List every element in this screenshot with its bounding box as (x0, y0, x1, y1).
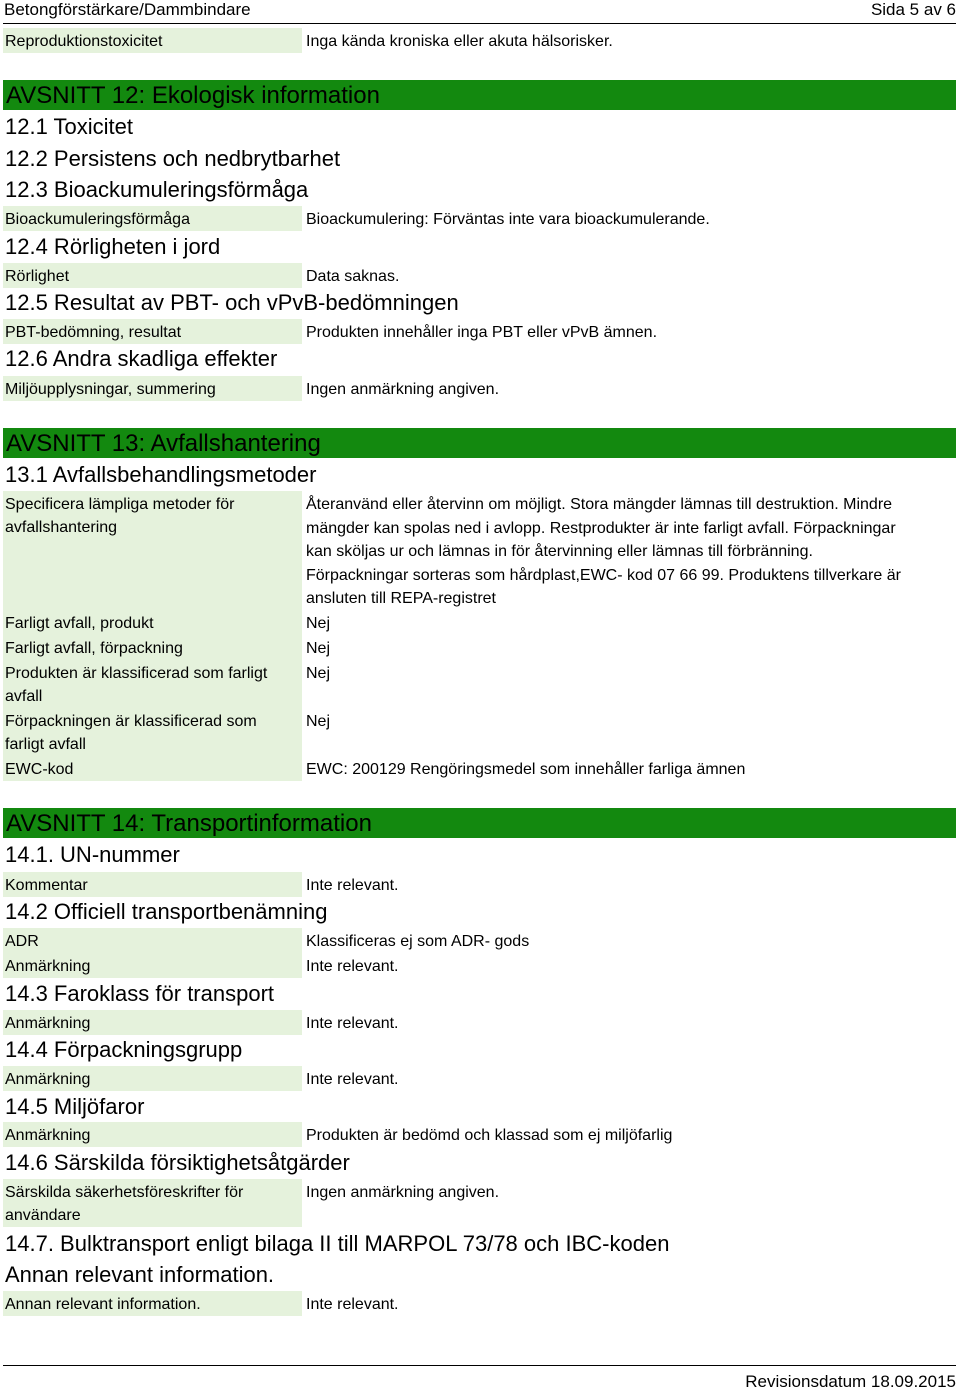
heading-14-1: 14.1. UN-nummer (5, 842, 180, 867)
label-metoder: Specificera lämpliga metoder för avfallshantering (3, 491, 302, 610)
value-forpackning-klassificerad: Nej (306, 713, 331, 730)
value-farligt-avfall-forpackning: Nej (306, 640, 331, 657)
heading-14-7: 14.7. Bulktransport enligt bilaga II till MARPOL 73/78 och IBC-koden (5, 1231, 670, 1256)
label-farligt-avfall-produkt: Farligt avfall, produkt (3, 610, 302, 635)
value-produkt-klassificerad: Nej (306, 665, 331, 682)
heading-14-5: 14.5 Miljöfaror (5, 1094, 145, 1119)
value-anmarkning-14-5: Produkten är bedömd och klassad som ej miljöfarlig (306, 1127, 673, 1144)
label-anmarkning-14-5: Anmärkning (3, 1122, 302, 1147)
label-anmarkning-14-2: Anmärkning (3, 953, 302, 978)
heading-14-4: 14.4 Förpackningsgrupp (5, 1037, 243, 1062)
label-forpackning-klassificerad: Förpackningen är klassificerad som farligt avfall (3, 708, 302, 756)
heading-12-3: 12.3 Bioackumuleringsförmåga (5, 177, 309, 202)
label-adr: ADR (3, 928, 302, 953)
label-ewc-kod: EWC-kod (3, 756, 302, 781)
heading-12-6: 12.6 Andra skadliga effekter (5, 346, 278, 371)
value-anmarkning-14-4: Inte relevant. (306, 1071, 399, 1088)
value-bioackumulering: Bioackumulering: Förväntas inte vara bioackumulerande. (306, 211, 710, 228)
section-13-bar (3, 428, 956, 458)
label-annan-information: Annan relevant information. (3, 1291, 302, 1316)
label-reproduktionstoxicitet: Reproduktionstoxicitet (3, 28, 302, 53)
label-produkt-klassificerad: Produkten är klassificerad som farligt avfall (3, 660, 302, 708)
heading-14-2: 14.2 Officiell transportbenämning (5, 899, 328, 924)
header-rule (3, 23, 956, 24)
document-title: Betongförstärkare/Dammbindare (4, 0, 251, 19)
value-anmarkning-14-2: Inte relevant. (306, 958, 399, 975)
label-farligt-avfall-forpackning: Farligt avfall, förpackning (3, 635, 302, 660)
page-number: Sida 5 av 6 (870, 0, 956, 19)
section-14-title: AVSNITT 14: Transportinformation (6, 810, 372, 837)
section-14-bar (3, 808, 956, 838)
revision-date: Revisionsdatum 18.09.2015 (745, 1372, 956, 1391)
heading-12-2: 12.2 Persistens och nedbrytbarhet (5, 146, 341, 171)
section-13-title: AVSNITT 13: Avfallshantering (6, 430, 321, 457)
value-miljoupplysningar: Ingen anmärkning angiven. (306, 381, 500, 398)
label-anmarkning-14-3: Anmärkning (3, 1010, 302, 1035)
label-miljoupplysningar: Miljöupplysningar, summering (3, 376, 302, 401)
label-sarskilda-foreskrifter: Särskilda säkerhetsföreskrifter för användare (3, 1179, 302, 1227)
value-rorlighet: Data saknas. (306, 268, 400, 285)
heading-13-1: 13.1 Avfallsbehandlingsmetoder (5, 462, 317, 487)
label-rorlighet: Rörlighet (3, 263, 302, 288)
label-bioackumulering: Bioackumuleringsförmåga (3, 206, 302, 231)
label-anmarkning-14-4: Anmärkning (3, 1066, 302, 1091)
value-reproduktionstoxicitet: Inga kända kroniska eller akuta hälsorisker. (306, 33, 613, 50)
value-kommentar: Inte relevant. (306, 877, 399, 894)
value-adr: Klassificeras ej som ADR- gods (306, 933, 530, 950)
heading-14-6: 14.6 Särskilda försiktighetsåtgärder (5, 1150, 350, 1175)
footer-rule (3, 1365, 956, 1366)
value-anmarkning-14-3: Inte relevant. (306, 1015, 399, 1032)
heading-annan-information: Annan relevant information. (5, 1262, 275, 1287)
value-pbt: Produkten innehåller inga PBT eller vPvB ämnen. (306, 324, 658, 341)
value-ewc-kod: EWC: 200129 Rengöringsmedel som innehåller farliga ämnen (306, 761, 746, 778)
label-pbt: PBT-bedömning, resultat (3, 319, 302, 344)
heading-12-4: 12.4 Rörligheten i jord (5, 234, 221, 259)
section-12-title: AVSNITT 12: Ekologisk information (6, 82, 380, 109)
heading-14-3: 14.3 Faroklass för transport (5, 981, 275, 1006)
value-sarskilda-foreskrifter: Ingen anmärkning angiven. (306, 1184, 500, 1201)
value-annan-information: Inte relevant. (306, 1296, 399, 1313)
value-metoder: Återanvänd eller återvinn om möjligt. Stora mängder lämnas till destruktion. Mindre mängder kan spolas ned i avlopp. Restprodukter är inte farligt avfall. Förpackningar kan sköljas ur och lämnas in för återvinning eller lämnas till förbränning. Förpackningar sorteras som hårdplast,EWC- kod 07 66 99. Produktens tillverkare är ansluten till REPA-registret (306, 496, 901, 607)
value-farligt-avfall-produkt: Nej (306, 615, 331, 632)
label-kommentar: Kommentar (3, 872, 302, 897)
heading-12-1: 12.1 Toxicitet (5, 114, 134, 139)
heading-12-5: 12.5 Resultat av PBT- och vPvB-bedömningen (5, 290, 459, 315)
section-12-bar (3, 80, 956, 110)
